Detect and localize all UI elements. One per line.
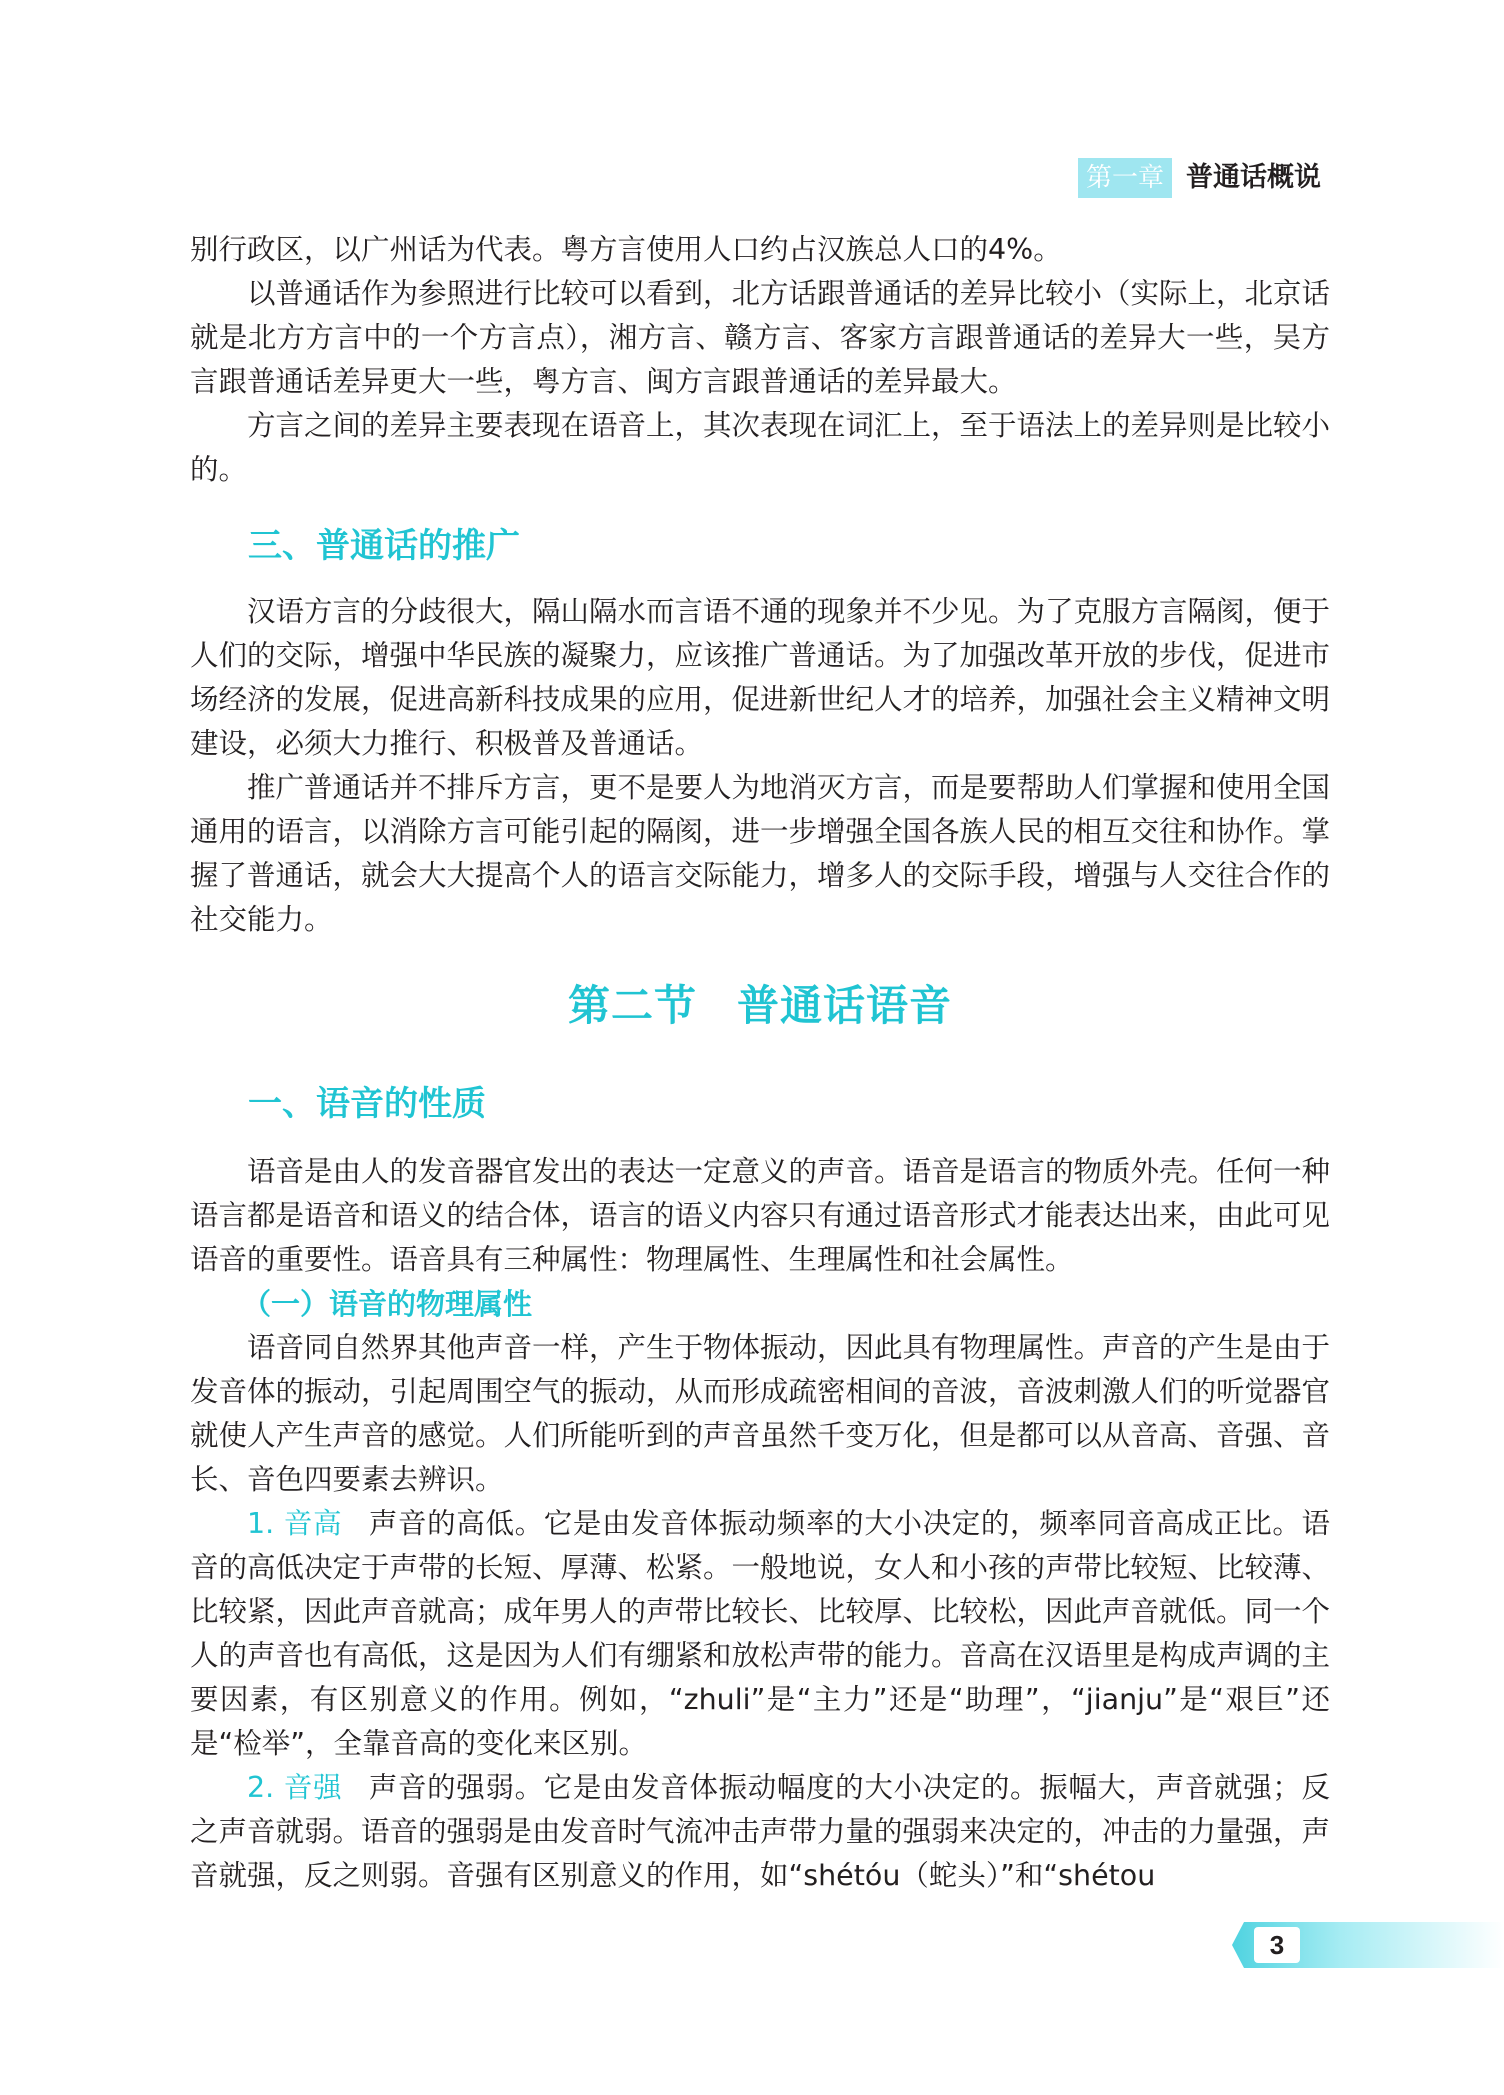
intensity-text: 声音的强弱。它是由发音体振动幅度的大小决定的。振幅大，声音就强；反之声音就弱。语音的强弱是由发音时气流冲击声带力量的强弱来决定的，冲击的力量强，声音就强，反之则弱。音强有区别意义的作用，如“shétóu（蛇头）”和“shétou: [190, 1771, 1331, 1892]
page-number: 3: [1254, 1927, 1300, 1963]
term-pitch: 音高: [283, 1507, 343, 1540]
chapter-title: 普通话概说: [1186, 162, 1321, 193]
paragraph-promotion-1: 汉语方言的分歧很大，隔山隔水而言语不通的现象并不少见。为了克服方言隔阂，便于人们的交际，增强中华民族的凝聚力，应该推广普通话。为了加强改革开放的步伐，促进市场经济的发展，促进高新科技成果的应用，促进新世纪人才的培养，加强社会主义精神文明建设，必须大力推行、积极普及普通话。: [190, 595, 1331, 760]
paragraph-dialect-comparison: 以普通话作为参照进行比较可以看到，北方话跟普通话的差异比较小（实际上，北京话就是北方方言中的一个方言点），湘方言、赣方言、客家方言跟普通话的差异大一些，吴方言跟普通话差异更大一些，粤方言、闽方言跟普通话的差异最大。: [190, 277, 1331, 398]
paragraph-pitch: [190, 1502, 1330, 1766]
paragraph-nature-intro: 语音是由人的发音器官发出的表达一定意义的声音。语音是语言的物质外壳。任何一种语言都是语音和语义的结合体，语言的语义内容只有通过语音形式才能表达出来，由此可见语音的重要性。语音具有三种属性：物理属性、生理属性和社会属性。: [190, 1155, 1331, 1276]
paragraph-dialect-differences: 方言之间的差异主要表现在语音上，其次表现在词汇上，至于语法上的差异则是比较小的。: [190, 409, 1331, 486]
term-intensity: 音强: [283, 1771, 343, 1804]
section-heading-nature: 一、语音的性质: [248, 1084, 486, 1124]
pitch-text: 声音的高低。它是由发音体振动频率的大小决定的，频率同音高成正比。语音的高低决定于声带的长短、厚薄、松紧。一般地说，女人和小孩的声带比较短、比较薄、比较紧，因此声音就高；成年男人的声带比较长、比较厚、比较松，因此声音就低。同一个人的声音也有高低，这是因为人们有绷紧和放松声带的能力。音高在汉语里是构成声调的主要因素，有区别意义的作用。例如，“zhuli”是“主力”还是“助理”，“jianju”是“艰巨”还是“检举”，全靠音高的变化来区别。: [190, 1507, 1331, 1760]
page-number-tab: [1232, 1922, 1504, 1968]
paragraph-intensity: [190, 1766, 1330, 1898]
sub-heading-physical: （一）语音的物理属性: [242, 1287, 533, 1321]
node-heading: [190, 978, 1330, 1034]
node-label: 第二节: [567, 981, 697, 1030]
chapter-badge: 第一章: [1078, 158, 1172, 198]
item-number-pitch: 1.: [247, 1507, 275, 1540]
item-number-intensity: 2.: [247, 1771, 275, 1804]
section-heading-promotion: 三、普通话的推广: [248, 526, 520, 566]
page-content: [190, 228, 1330, 1898]
paragraph-promotion-2: 推广普通话并不排斥方言，更不是要人为地消灭方言，而是要帮助人们掌握和使用全国通用的语言，以消除方言可能引起的隔阂，进一步增强全国各族人民的相互交往和协作。掌握了普通话，就会大大提高个人的语言交际能力，增多人的交际手段，增强与人交往合作的社交能力。: [190, 771, 1331, 936]
node-title: 普通话语音: [737, 981, 953, 1030]
paragraph-continuation: 别行政区，以广州话为代表。粤方言使用人口约占汉族总人口的4%。: [190, 233, 1062, 266]
paragraph-physical: 语音同自然界其他声音一样，产生于物体振动，因此具有物理属性。声音的产生是由于发音体的振动，引起周围空气的振动，从而形成疏密相间的音波，音波刺激人们的听觉器官就使人产生声音的感觉。人们所能听到的声音虽然千变万化，但是都可以从音高、音强、音长、音色四要素去辨识。: [190, 1331, 1331, 1496]
